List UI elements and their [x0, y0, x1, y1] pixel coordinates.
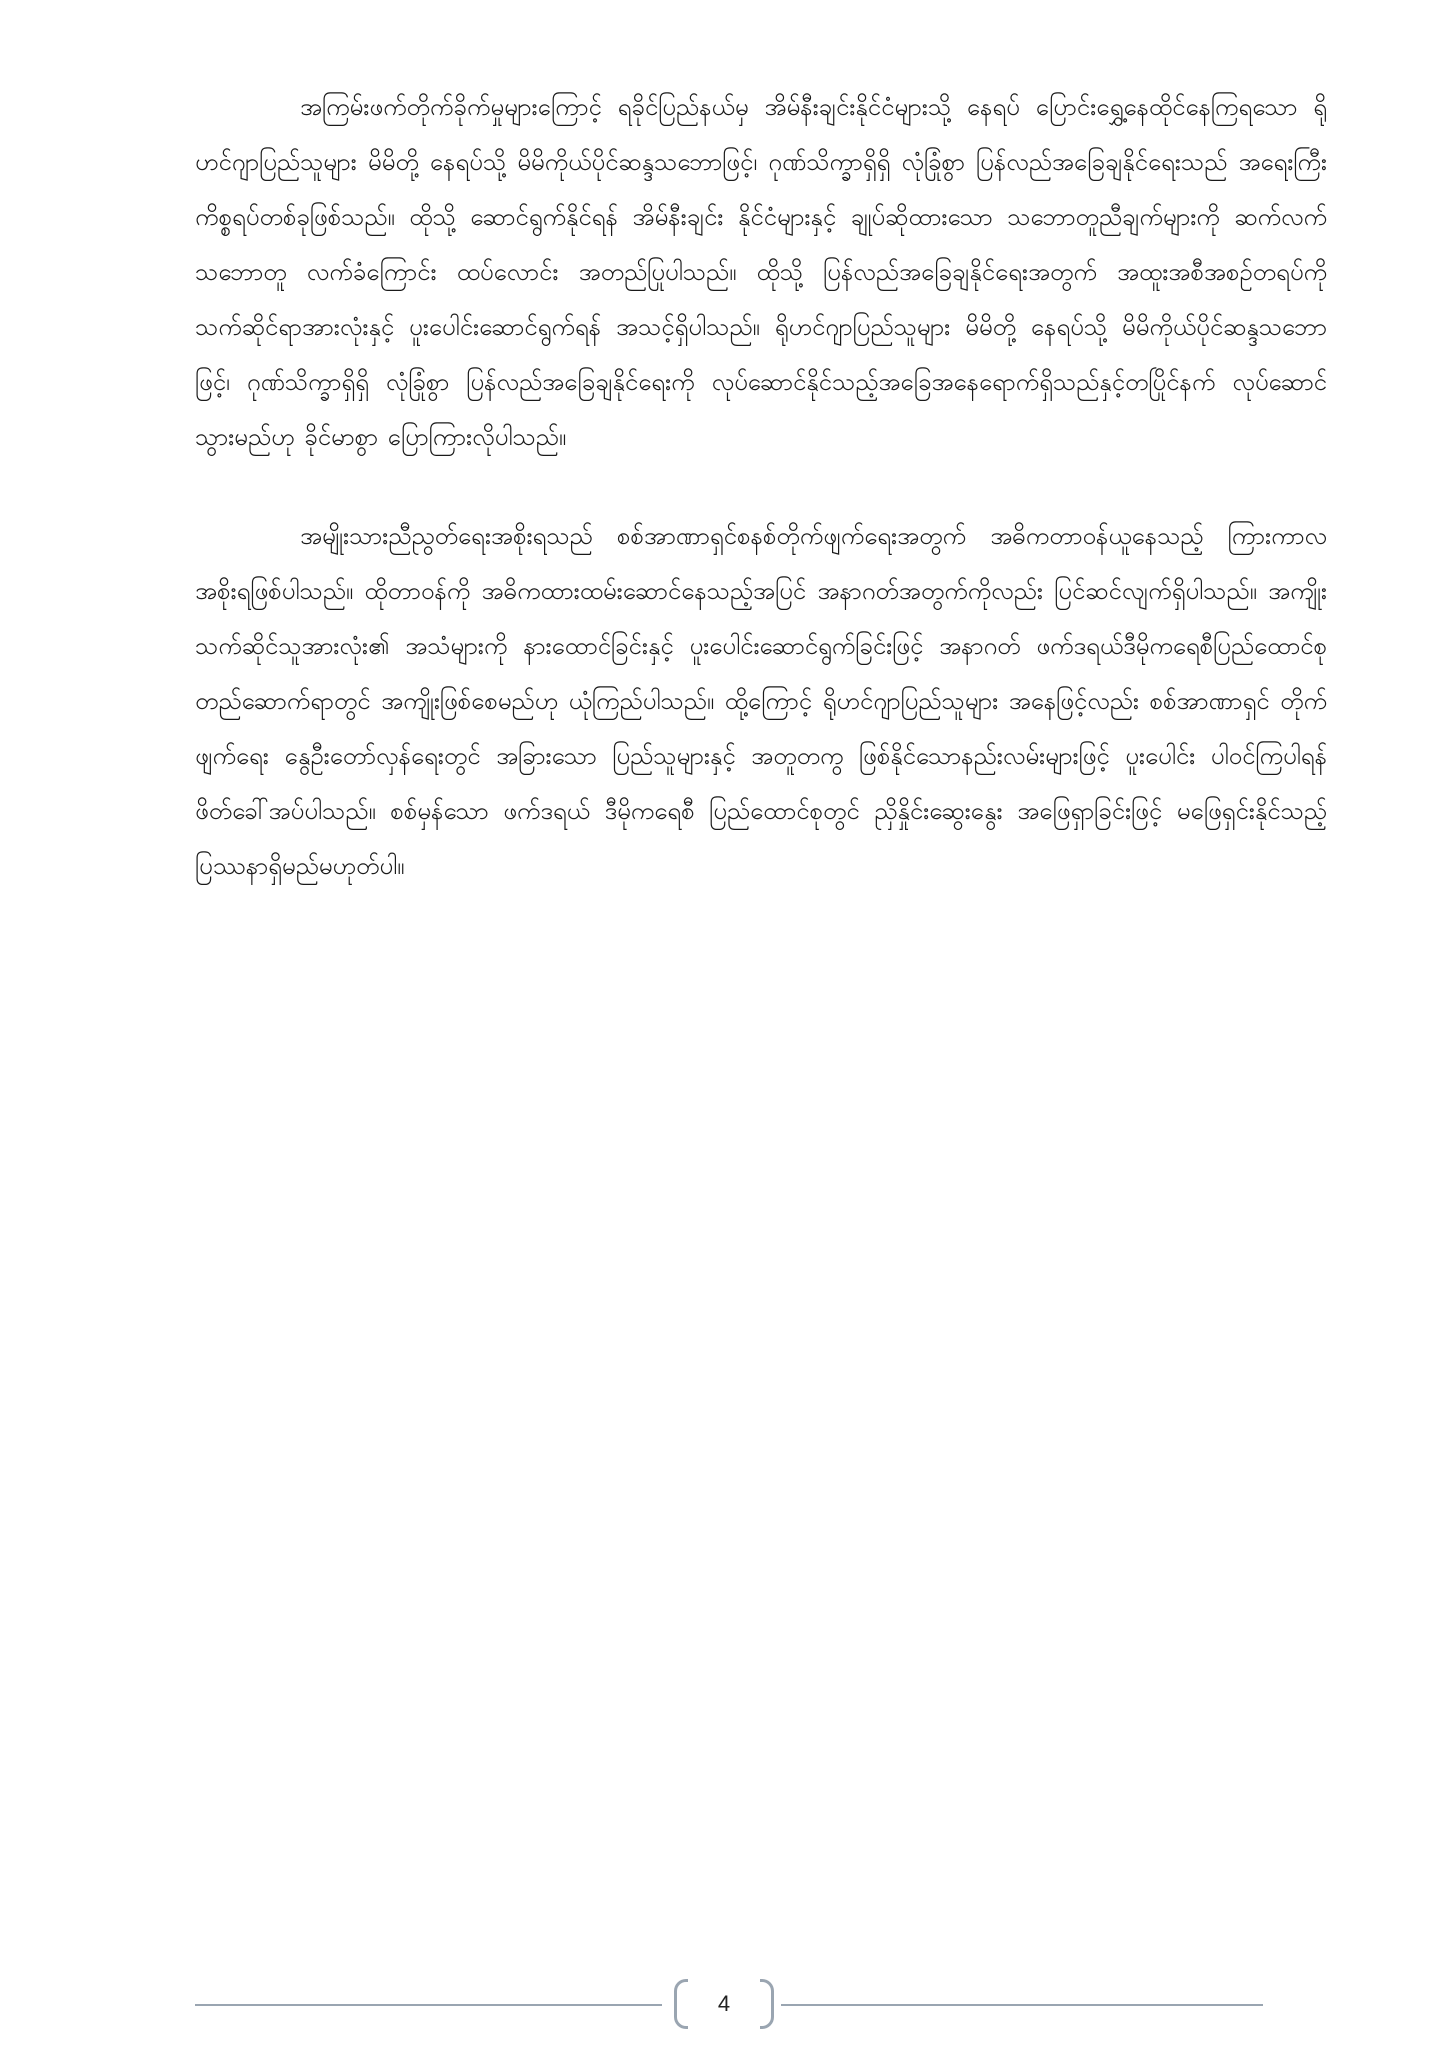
footer-rule-right	[781, 2004, 1263, 2006]
paragraph-2: အမျိုးသားညီညွတ်ရေးအစိုးရသည် စစ်အာဏာရှင်စနစ်တိုက်ဖျက်ရေးအတွက် အဓိကတာဝန်ယူနေသည့် ကြားကာလအစိုးရဖြစ်ပါသည်။ ထိုတာဝန်ကို အဓိကထားထမ်းဆောင်နေသည့်အပြင် အနာဂတ်အတွက်ကိုလည်း ပြင်ဆင်လျက်ရှိပါသည်။ အကျိုးသက်ဆိုင်သူအားလုံး၏ အသံများကို နားထောင်ခြင်းနှင့် ပူးပေါင်းဆောင်ရွက်ခြင်းဖြင့် အနာဂတ် ဖက်ဒရယ်ဒီမိုကရေစီပြည်ထောင်စု တည်ဆောက်ရာတွင် အကျိုးဖြစ်စေမည်ဟု ယုံကြည်ပါသည်။ ထို့ကြောင့် ရိုဟင်ဂျာပြည်သူများ အနေဖြင့်လည်း စစ်အာဏာရှင် တိုက်ဖျက်ရေး နွေဦးတော်လှန်ရေးတွင် အခြားသော ပြည်သူများနှင့် အတူတကွ ဖြစ်နိုင်သောနည်းလမ်းများဖြင့် ပူးပေါင်း ပါဝင်ကြပါရန် ဖိတ်ခေါ်အပ်ပါသည်။ စစ်မှန်သော ဖက်ဒရယ် ဒီမိုကရေစီ ပြည်ထောင်စုတွင် ညှိနှိုင်းဆွေးနွေး အဖြေရှာခြင်းဖြင့် မဖြေရှင်းနိုင်သည့် ပြဿနာရှိမည်မဟုတ်ပါ။	[195, 522, 1327, 880]
document-body	[195, 80, 1327, 938]
open-bracket-icon	[674, 1979, 688, 2029]
close-bracket-icon	[760, 1979, 774, 2029]
footer-rule-left	[195, 2004, 662, 2006]
paragraph-1: အကြမ်းဖက်တိုက်ခိုက်မှုများကြောင့် ရခိုင်ပြည်နယ်မှ အိမ်နီးချင်းနိုင်ငံများသို့ နေရပ် ပြောင်းရွှေ့နေထိုင်နေကြရသော ရိုဟင်ဂျာပြည်သူများ မိမိတို့ နေရပ်သို့ မိမိကိုယ်ပိုင်ဆန္ဒသဘောဖြင့်၊ ဂုဏ်သိက္ခာရှိရှိ လုံခြုံစွာ ပြန်လည်အခြေချနိုင်ရေးသည် အရေးကြီးကိစ္စရပ်တစ်ခုဖြစ်သည်။ ထိုသို့ ဆောင်ရွက်နိုင်ရန် အိမ်နီးချင်း နိုင်ငံများနှင့် ချုပ်ဆိုထားသော သဘောတူညီချက်များကို ဆက်လက်သဘောတူ လက်ခံကြောင်း ထပ်လောင်း အတည်ပြုပါသည်။ ထိုသို့ ပြန်လည်အခြေချနိုင်ရေးအတွက် အထူးအစီအစဉ်တရပ်ကို သက်ဆိုင်ရာအားလုံးနှင့် ပူးပေါင်းဆောင်ရွက်ရန် အသင့်ရှိပါသည်။ ရိုဟင်ဂျာပြည်သူများ မိမိတို့ နေရပ်သို့ မိမိကိုယ်ပိုင်ဆန္ဒသဘောဖြင့်၊ ဂုဏ်သိက္ခာရှိရှိ လုံခြုံစွာ ပြန်လည်အခြေချနိုင်ရေးကို လုပ်ဆောင်နိုင်သည့်အခြေအနေရောက်ရှိသည်နှင့်တပြိုင်နက် လုပ်ဆောင်သွားမည်ဟု ခိုင်မာစွာ ပြောကြားလိုပါသည်။	[195, 93, 1327, 451]
page-footer	[195, 1975, 1263, 2035]
page-number: 4	[717, 1991, 731, 2016]
